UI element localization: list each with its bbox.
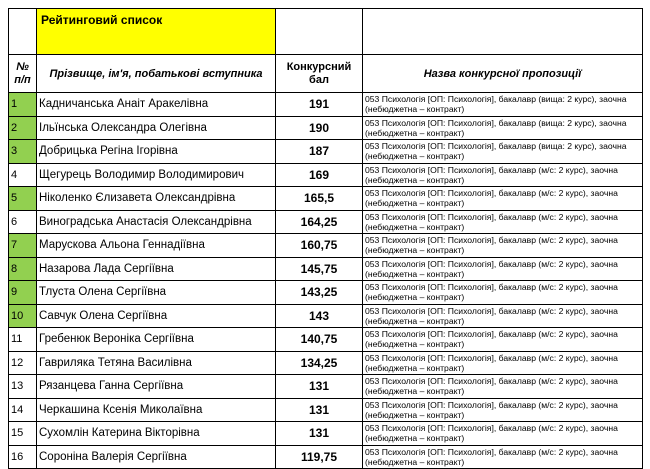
program-name xyxy=(363,93,643,117)
row-number: 3 xyxy=(9,140,37,164)
program-name xyxy=(363,328,643,352)
applicant-name: Савчук Олена Сергіївна xyxy=(37,304,276,328)
applicant-name: Ільїнська Олександра Олегівна xyxy=(37,116,276,140)
program-line2: (небюджетна – контракт) xyxy=(365,362,465,373)
program-name xyxy=(363,281,643,305)
header-score-line1: Конкурсний xyxy=(286,60,352,73)
competitive-score: 131 xyxy=(276,375,363,399)
row-number: 11 xyxy=(9,328,37,352)
title-blank-cell xyxy=(363,9,643,55)
applicant-name: Сороніна Валерія Сергіївна xyxy=(37,445,276,469)
competitive-score: 119,75 xyxy=(276,445,363,469)
competitive-score: 143 xyxy=(276,304,363,328)
table-row xyxy=(9,422,643,446)
competitive-score: 140,75 xyxy=(276,328,363,352)
applicant-name: Добрицька Регіна Ігорівна xyxy=(37,140,276,164)
program-line2: (небюджетна – контракт) xyxy=(365,386,465,397)
program-line2: (небюджетна – контракт) xyxy=(365,409,465,420)
header-score xyxy=(276,55,363,93)
program-line2: (небюджетна – контракт) xyxy=(365,315,465,326)
table-row xyxy=(9,163,643,187)
program-line2: (небюджетна – контракт) xyxy=(365,292,465,303)
header-num xyxy=(9,55,37,93)
row-number: 13 xyxy=(9,375,37,399)
header-row xyxy=(9,55,643,93)
table-row xyxy=(9,398,643,422)
program-name xyxy=(363,375,643,399)
table-row xyxy=(9,445,643,469)
table-row xyxy=(9,304,643,328)
row-number: 7 xyxy=(9,234,37,258)
competitive-score: 131 xyxy=(276,398,363,422)
applicant-name: Гребенюк Вероніка Сергіївна xyxy=(37,328,276,352)
program-name xyxy=(363,140,643,164)
competitive-score: 164,25 xyxy=(276,210,363,234)
program-line1: 053 Психологія [ОП: Психологія], бакалавр (вища: 2 курс), заочна xyxy=(365,94,627,105)
applicant-name: Кадничанська Анаіт Аракелівна xyxy=(37,93,276,117)
program-line2: (небюджетна – контракт) xyxy=(365,174,465,185)
program-name xyxy=(363,116,643,140)
table-row xyxy=(9,281,643,305)
program-name xyxy=(363,422,643,446)
row-number: 14 xyxy=(9,398,37,422)
program-line2: (небюджетна – контракт) xyxy=(365,151,465,162)
competitive-score: 191 xyxy=(276,93,363,117)
program-line1: 053 Психологія [ОП: Психологія], бакалавр (м/с: 2 курс), заочна xyxy=(365,282,618,293)
table-row xyxy=(9,93,643,117)
applicant-name: Рязанцева Ганна Сергіївна xyxy=(37,375,276,399)
program-name xyxy=(363,351,643,375)
program-line2: (небюджетна – контракт) xyxy=(365,245,465,256)
title-blank-cell xyxy=(9,9,37,55)
program-line1: 053 Психологія [ОП: Психологія], бакалавр (вища: 2 курс), заочна xyxy=(365,141,627,152)
program-line2: (небюджетна – контракт) xyxy=(365,104,465,115)
program-name xyxy=(363,234,643,258)
program-line1: 053 Психологія [ОП: Психологія], бакалавр (м/с: 2 курс), заочна xyxy=(365,235,618,246)
title-row xyxy=(9,9,643,55)
program-line2: (небюджетна – контракт) xyxy=(365,127,465,138)
applicant-name: Гавриляка Тетяна Василівна xyxy=(37,351,276,375)
row-number: 1 xyxy=(9,93,37,117)
table-row xyxy=(9,234,643,258)
program-line2: (небюджетна – контракт) xyxy=(365,339,465,350)
program-name xyxy=(363,398,643,422)
program-line1: 053 Психологія [ОП: Психологія], бакалавр (м/с: 2 курс), заочна xyxy=(365,423,618,434)
program-line1: 053 Психологія [ОП: Психологія], бакалавр (м/с: 2 курс), заочна xyxy=(365,399,618,410)
applicant-name: Ніколенко Єлизавета Олександрівна xyxy=(37,187,276,211)
program-line2: (небюджетна – контракт) xyxy=(365,268,465,279)
program-line2: (небюджетна – контракт) xyxy=(365,221,465,232)
table-row xyxy=(9,187,643,211)
program-line2: (небюджетна – контракт) xyxy=(365,433,465,444)
competitive-score: 134,25 xyxy=(276,351,363,375)
row-number: 9 xyxy=(9,281,37,305)
program-line1: 053 Психологія [ОП: Психологія], бакалавр (м/с: 2 курс), заочна xyxy=(365,188,618,199)
header-program: Назва конкурсної пропозиції xyxy=(363,55,643,93)
row-number: 4 xyxy=(9,163,37,187)
table-row xyxy=(9,257,643,281)
program-name xyxy=(363,257,643,281)
row-number: 12 xyxy=(9,351,37,375)
program-line1: 053 Психологія [ОП: Психологія], бакалавр (м/с: 2 курс), заочна xyxy=(365,352,618,363)
program-name xyxy=(363,304,643,328)
program-line1: 053 Психологія [ОП: Психологія], бакалавр (м/с: 2 курс), заочна xyxy=(365,376,618,387)
competitive-score: 131 xyxy=(276,422,363,446)
table-row xyxy=(9,351,643,375)
header-name: Прізвище, ім'я, побатькові вступника xyxy=(37,55,276,93)
row-number: 15 xyxy=(9,422,37,446)
row-number: 16 xyxy=(9,445,37,469)
program-line1: 053 Психологія [ОП: Психологія], бакалавр (м/с: 2 курс), заочна xyxy=(365,258,618,269)
row-number: 5 xyxy=(9,187,37,211)
program-name xyxy=(363,187,643,211)
applicant-name: Черкашина Ксенія Миколаївна xyxy=(37,398,276,422)
header-num-line2: п/п xyxy=(14,73,31,86)
header-num-line1: № xyxy=(16,60,29,73)
program-line2: (небюджетна – контракт) xyxy=(365,456,465,467)
row-number: 6 xyxy=(9,210,37,234)
header-score-line2: бал xyxy=(309,73,329,86)
competitive-score: 165,5 xyxy=(276,187,363,211)
applicant-name: Марускова Альона Геннадіївна xyxy=(37,234,276,258)
program-line1: 053 Психологія [ОП: Психологія], бакалавр (м/с: 2 курс), заочна xyxy=(365,305,618,316)
program-name xyxy=(363,163,643,187)
program-name xyxy=(363,210,643,234)
table-row xyxy=(9,210,643,234)
row-number: 8 xyxy=(9,257,37,281)
row-number: 10 xyxy=(9,304,37,328)
applicant-name: Назарова Лада Сергіївна xyxy=(37,257,276,281)
page-title: Рейтинговий список xyxy=(37,9,276,55)
applicant-name: Щегурець Володимир Володимирович xyxy=(37,163,276,187)
program-line1: 053 Психологія [ОП: Психологія], бакалавр (м/с: 2 курс), заочна xyxy=(365,164,618,175)
row-number: 2 xyxy=(9,116,37,140)
rating-table-body xyxy=(9,9,643,469)
applicant-name: Виноградська Анастасія Олександрівна xyxy=(37,210,276,234)
program-line1: 053 Психологія [ОП: Психологія], бакалавр (м/с: 2 курс), заочна xyxy=(365,446,618,457)
competitive-score: 190 xyxy=(276,116,363,140)
applicant-name: Тлуста Олена Сергіївна xyxy=(37,281,276,305)
table-row xyxy=(9,116,643,140)
rating-table xyxy=(8,8,643,469)
applicant-name: Сухомлін Катерина Вікторівна xyxy=(37,422,276,446)
program-line1: 053 Психологія [ОП: Психологія], бакалавр (м/с: 2 курс), заочна xyxy=(365,211,618,222)
title-blank-cell xyxy=(276,9,363,55)
program-line2: (небюджетна – контракт) xyxy=(365,198,465,209)
competitive-score: 169 xyxy=(276,163,363,187)
program-line1: 053 Психологія [ОП: Психологія], бакалавр (вища: 2 курс), заочна xyxy=(365,117,627,128)
table-row xyxy=(9,328,643,352)
table-row xyxy=(9,140,643,164)
program-name xyxy=(363,445,643,469)
program-line1: 053 Психологія [ОП: Психологія], бакалавр (м/с: 2 курс), заочна xyxy=(365,329,618,340)
table-row xyxy=(9,375,643,399)
competitive-score: 143,25 xyxy=(276,281,363,305)
competitive-score: 160,75 xyxy=(276,234,363,258)
competitive-score: 145,75 xyxy=(276,257,363,281)
competitive-score: 187 xyxy=(276,140,363,164)
